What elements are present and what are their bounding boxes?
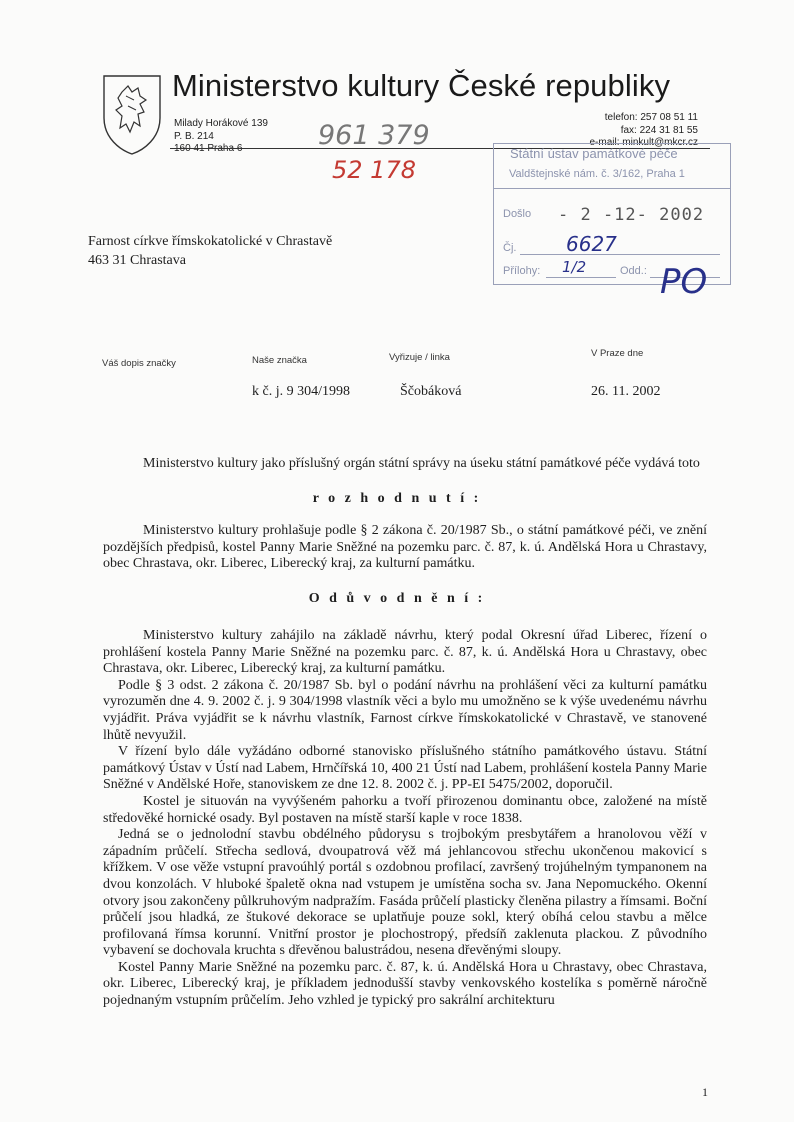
recipient-line2: 463 31 Chrastava (88, 253, 186, 268)
stamp-divider (494, 188, 730, 189)
contact-email: e-mail: minkult@mkcr.cz (589, 137, 698, 148)
handwritten-number-red: 52 178 (332, 156, 416, 184)
stamp-department-label: Odd.: (620, 265, 647, 277)
reasoning-body (103, 628, 707, 1010)
address-street: Milady Horákové 139 (174, 118, 268, 129)
decision-heading: r o z h o d n u t í : (312, 491, 482, 506)
stamp-ref-label: Čj. (503, 242, 517, 254)
stamp-attachments-value: 1/2 (562, 258, 587, 276)
our-ref-label: Naše značka (252, 355, 307, 366)
reasoning-paragraph: Jedná se o jednolodní stavbu obdélného půdorysu s trojbokým presbytářem a hranolovou věží v západním průčelí. Střecha sedlová, dvoupatrová věž má jehlancovou střechu ukončenou makovicí s křížkem. V ose věže vstupní pravoúhlý portál s ozdobnou profilací, završený trojúhelným tympanonem na dvou konzolách. V hluboké špaletě okna nad vstupem je umístěna socha sv. Jana Nepomuckého. Okenní otvory jsou zakončeny půlkruhovým nadpražím. Fasáda průčelí plasticky členěna pilastry a římsami. Boční průčelí jsou hladká, ze štukové dekorace se uplatňuje pouze sokl, který obíhá celou stavbu a mělce profilovaná římsa korunní. Vnitřní prostor je plochostropý, předsíň zaklenuta plackou. Z původního vybavení se dochovala kruchta s dřevěnou balustrádou, nesena dřevěnými sloupy. (103, 827, 707, 959)
date-value: 26. 11. 2002 (591, 384, 661, 399)
reasoning-paragraph: V řízení bylo dále vyžádáno odborné stanovisko příslušného státního památkového ústavu. Státní památkový Ústav v Ústí nad Labem, Hrnčířská 10, 400 21 Ústí nad Labem, prohlášení kostela Panny Marie Sněžné v Andělské Hoře, stanoviskem ze dne 12. 8. 2002 č. j. PP-EI 5475/2002, doporučil. (103, 744, 707, 793)
reasoning-heading: O d ů v o d n ě n í : (308, 591, 486, 606)
stamp-attachments-line (546, 277, 616, 278)
decision-paragraph (103, 523, 707, 573)
reasoning-paragraph: Kostel je situován na vyvýšeném pahorku a tvoří přirozenou dominantu obce, založené na místě středověké hornické osady. Byl postaven na místě starší kaple v roce 1838. (103, 793, 707, 826)
intro-paragraph (103, 456, 707, 473)
contact-fax: fax: 224 31 81 55 (620, 124, 698, 136)
page-number: 1 (702, 1085, 708, 1099)
intro-text: Ministerstvo kultury jako příslušný orgán státní správy na úseku státní památkové péče vydává toto (143, 456, 700, 471)
reasoning-paragraph: Ministerstvo kultury zahájilo na základě návrhu, který podal Okresní úřad Liberec, řízení o prohlášení kostela Panny Marie Sněžné na pozemku parc. č. 87, k. ú. Andělská Hora u Chrastavy, obec Chrastava, okr. Liberec, Liberecký kraj, za kulturní památku. (103, 628, 707, 677)
coat-of-arms-icon (100, 70, 164, 156)
our-ref-value: k č. j. 9 304/1998 (252, 384, 350, 399)
handled-by-label: Vyřizuje / linka (389, 352, 450, 363)
ministry-address (174, 118, 268, 156)
date-label: V Praze dne (591, 348, 644, 359)
address-city (174, 143, 268, 156)
handled-by-value: Ščobáková (400, 384, 462, 399)
recipient-line1: Farnost církve římskokatolické v Chrastavě (88, 234, 333, 249)
handwritten-number-gray: 961 379 (318, 120, 430, 151)
stamp-received-label: Došlo (503, 208, 532, 220)
stamp-ref-value: 6627 (566, 232, 617, 256)
your-letter-label: Váš dopis značky (102, 358, 176, 369)
stamp-ref-line (520, 254, 720, 255)
stamp-title: Státní ústav památkové péče (510, 146, 678, 161)
recipient-address (88, 232, 332, 270)
contact-phone: telefon: 257 08 51 11 (604, 112, 698, 123)
stamp-address: Valdštejnské nám. č. 3/162, Praha 1 (509, 168, 685, 180)
stamp-received-date: - 2 -12- 2002 (558, 205, 705, 225)
address-pobox: P. B. 214 (174, 130, 214, 142)
stamp-attachments-label: Přílohy: (503, 265, 541, 277)
reasoning-paragraph: Podle § 3 odst. 2 zákona č. 20/1987 Sb. byl o podání návrhu na prohlášení věci za kulturní památku vyrozuměn dne 4. 9. 2002 č. j. 9 304/1998 vlastník věci a bylo mu umožněno se k výše uvedenému návrhu vyjádřit. Práva vyjádřit se k návrhu vlastník, Farnost církve římskokatolické v Chrastavě, ve stanovené lhůtě nevyužil. (103, 677, 707, 743)
handwritten-po: PO (660, 262, 708, 302)
reasoning-paragraph: Kostel Panny Marie Sněžné na pozemku parc. č. 87, k. ú. Andělská Hora u Chrastavy, obec Chrastava, okr. Liberec, Liberecký kraj, je příkladem jednodušší stavby venkovského kostelíka s poměrně náročně pojednaným vstupním průčelím. Jeho vzhled je typický pro sakrální architekturu (103, 959, 707, 1009)
ministry-title: Ministerstvo kultury České republiky (172, 68, 671, 103)
decision-text: Ministerstvo kultury prohlašuje podle § 2 zákona č. 20/1987 Sb., o státní památkové péči, ve znění pozdějších předpisů, kostel Panny Marie Sněžné na pozemku parc. č. 87, k. ú. Andělská Hora u Chrastavy, obec Chrastava, okr. Liberec, Liberecký kraj, za kulturní památku. (103, 523, 707, 572)
